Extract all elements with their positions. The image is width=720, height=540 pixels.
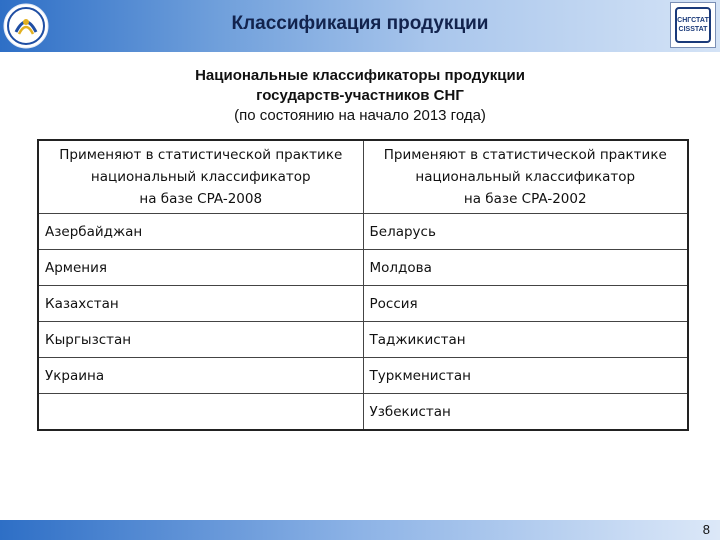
table-cell: Молдова [363, 250, 688, 286]
table-cell: Беларусь [363, 214, 688, 250]
table-cell: Украина [38, 358, 363, 394]
column-header-cpa-2008 [38, 140, 363, 214]
table-row [38, 286, 688, 322]
table-cell: Таджикистан [363, 322, 688, 358]
table-header-row [38, 140, 688, 214]
logo-text-en: CISSTAT [678, 26, 708, 33]
table-cell: Казахстан [38, 286, 363, 322]
table-cell: Армения [38, 250, 363, 286]
header-bar [0, 0, 720, 52]
header-line: на базе CPA-2002 [463, 191, 587, 207]
header-line: национальный классификатор [415, 169, 636, 185]
table-row [38, 322, 688, 358]
classifier-table [37, 139, 689, 431]
subtitle-line-2: государств-участников СНГ [256, 87, 464, 104]
page-title: Классификация продукции [231, 13, 489, 34]
header-line: Применяют в статистической практике [59, 147, 343, 163]
footer-bar [0, 520, 720, 540]
header-line: национальный классификатор [90, 169, 311, 185]
subtitle-line-3: (по состоянию на начало 2013 года) [234, 107, 486, 124]
subtitle-block [100, 66, 620, 126]
table-row [38, 214, 688, 250]
table-cell: Кыргызстан [38, 322, 363, 358]
subtitle-line-1: Национальные классификаторы продукции [195, 67, 525, 84]
header-line: на базе CPA-2008 [139, 191, 263, 207]
table-cell: Азербайджан [38, 214, 363, 250]
table-cell [38, 394, 363, 431]
table-cell: Россия [363, 286, 688, 322]
table-row [38, 358, 688, 394]
column-header-cpa-2002 [363, 140, 688, 214]
table-row [38, 394, 688, 431]
cis-emblem-icon [2, 2, 50, 50]
table-cell: Узбекистан [363, 394, 688, 431]
table-row [38, 250, 688, 286]
header-line: Применяют в статистической практике [383, 147, 667, 163]
table-cell: Туркменистан [363, 358, 688, 394]
page-number: 8 [702, 522, 710, 537]
cisstat-logo-icon [670, 2, 716, 48]
logo-text-ru: СНГСТАТ [677, 17, 709, 24]
